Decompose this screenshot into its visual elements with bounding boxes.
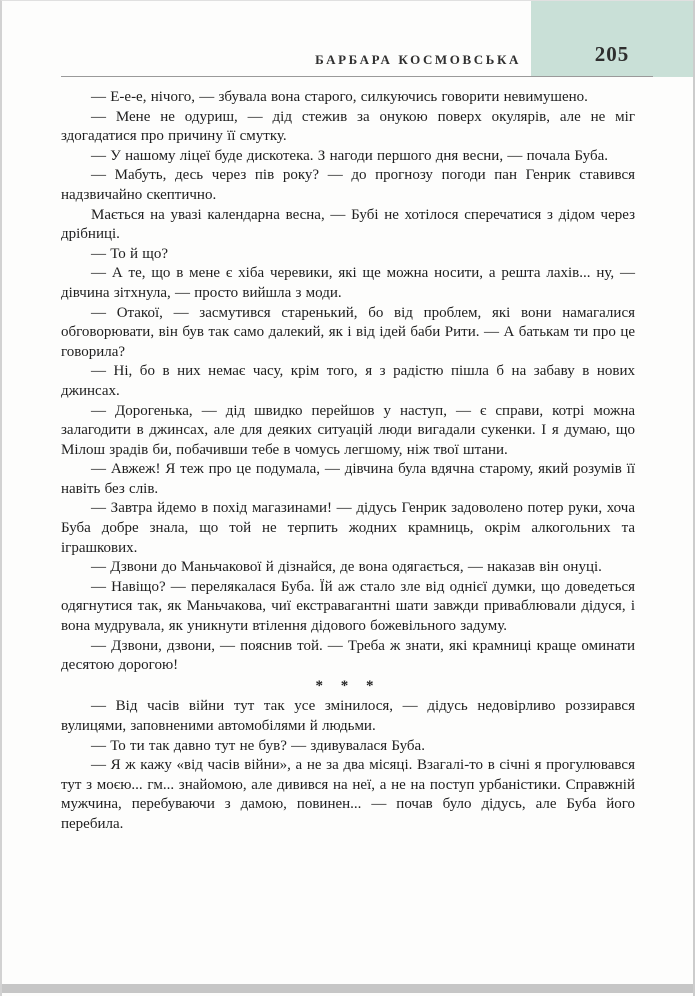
paragraph: — Від часів війни тут так усе змінилося, — дідусь недовірливо роззирався вулицями, заповненими автомобілями й людьми. <box>61 698 635 734</box>
paragraph: — Ні, бо в них немає часу, крім того, я з радістю пішла б на забаву в нових джинсах. <box>61 363 635 399</box>
page-body <box>61 88 635 835</box>
page-bottom-edge <box>2 984 693 993</box>
paragraph: — Мене не одуриш, — дід стежив за онукою поверх окулярів, але не міг здогадатися про причину її смутку. <box>61 108 635 145</box>
paragraph: — Навіщо? — перелякалася Буба. Їй аж стало зле від однієї думки, що доведеться одягнутися так, як Маньчакова, чиї екстравагантні шати завжди приваблювали дідуся, і вона мудрувала, як уникнути втілення дідового божевільного задуму. <box>61 578 635 635</box>
paragraph: — Дорогенька, — дід швидко перейшов у наступ, — є справи, котрі можна залагодити в джинсах, але для деяких ситуацій люди вигадали сукенки. І я думаю, що Мілош зрадів би, побачивши тебе в чомусь легшому, ніж твої штани. <box>61 402 635 458</box>
paragraph: — То й що? <box>91 245 169 262</box>
paragraph: — Авжеж! Я теж про це подумала, — дівчина була вдячна старому, який розумів її навіть без слів. <box>61 461 635 497</box>
header-divider <box>61 76 653 77</box>
paragraph: — Дзвони, дзвони, — пояснив той. — Треба ж знати, які крамниці краще оминати десятою дорогою! <box>61 637 635 674</box>
page-number: 205 <box>594 42 630 66</box>
page-number-block <box>531 1 693 77</box>
paragraph: Мається на увазі календарна весна, — Бубі не хотілося сперечатися з дідом через дрібниці. <box>61 206 635 243</box>
paragraph: — Дзвони до Маньчакової й дізнайся, де вона одягається, — наказав він онуці. <box>91 559 602 576</box>
section-separator: * * * <box>315 677 381 694</box>
running-title: БАРБАРА КОСМОВСЬКА <box>315 52 521 67</box>
paragraph: — То ти так давно тут не був? — здивувалася Буба. <box>91 737 425 754</box>
paragraph: — Е-е-е, нічого, — збувала вона старого, силкуючись говорити невимушено. <box>91 89 588 105</box>
paragraph: — А те, що в мене є хіба черевики, які ще можна носити, а решта лахів... ну, — дівчина зітхнула, — просто вийшла з моди. <box>61 265 635 301</box>
paragraph: — Отакої, — засмутився старенький, бо від проблем, які вони намагалися обговорювати, він був так само далекий, як і від ідей баби Рити. — А батькам ти про це говорила? <box>61 304 635 360</box>
paragraph: — Завтра йдемо в похід магазинами! — дідусь Генрик задоволено потер руки, хоча Буба добре знала, що той не терпить жодних крамниць, окрім алкогольних та іграшкових. <box>61 500 635 556</box>
paragraph: — Мабуть, десь через пів року? — до прогнозу погоди пан Генрик ставився надзвичайно скептично. <box>61 167 635 203</box>
paragraph: — Я ж кажу «від часів війни», а не за два місяці. Взагалі-то в січні я прогулювався тут з моєю... гм... знайомою, але дивився на неї, а не на поступ урбаністики. Справжній мужчина, перебуваючи з дамою, повинен... — почав було дідусь, але Буба його перебила. <box>61 757 635 832</box>
paragraph: — У нашому ліцеї буде дискотека. З нагоди першого дня весни, — почала Буба. <box>91 147 609 164</box>
